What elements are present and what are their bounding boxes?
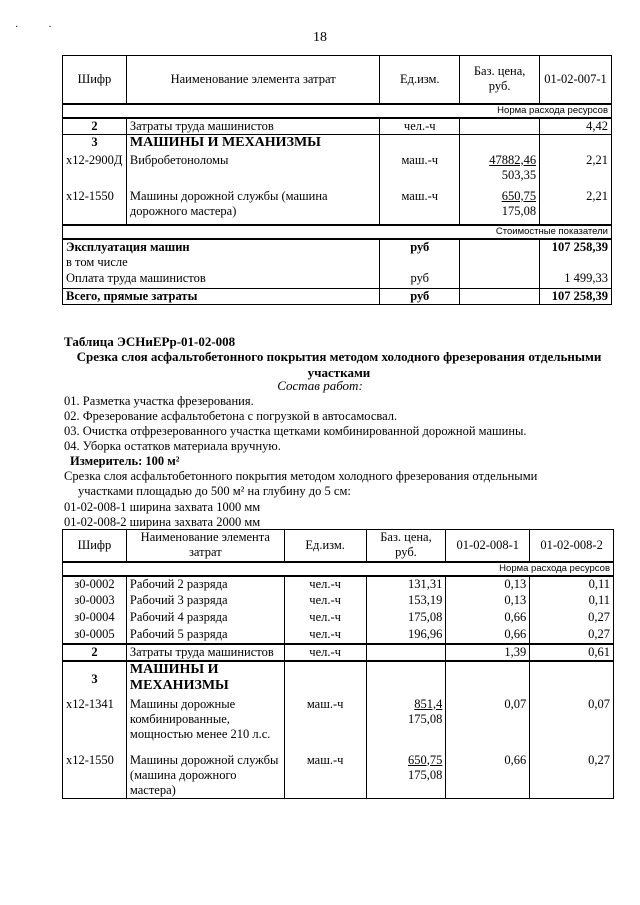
description-line: участками площадью до 500 м² на глубину до 5 см:: [78, 484, 351, 498]
header-name: Наименование элемента затрат: [126, 56, 379, 104]
cost-name: Оплата труда машинистов: [63, 271, 380, 289]
header-column-1: 01-02-008-1: [446, 530, 530, 562]
variant-2: 01-02-008-2 ширина захвата 2000 мм: [64, 515, 261, 529]
header-name: Наименование элемента затрат: [126, 530, 284, 562]
cost-value: 1 499,33: [540, 271, 612, 289]
header-column-2: 01-02-008-2: [530, 530, 614, 562]
resource-table-2: [62, 529, 614, 799]
section-row: [63, 661, 614, 697]
row-unit: маш.-ч: [380, 189, 460, 225]
table-row: з0-0002 Рабочий 2 разряда чел.-ч 131,31 0,13 0,11: [63, 576, 614, 593]
section-code: 3: [63, 135, 127, 153]
variant-1: 01-02-008-1 ширина захвата 1000 мм: [64, 500, 261, 514]
table-row: з0-0003 Рабочий 3 разряда чел.-ч 153,19 0,13 0,11: [63, 593, 614, 610]
section-name: МАШИНЫ И МЕХАНИЗМЫ: [126, 661, 284, 697]
section-code: 3: [63, 661, 127, 697]
table-row: [63, 153, 612, 189]
table-row: х12-1341 Машины дорожные комбинированные, мощностью менее 210 л.с. маш.-ч 851,4 175,08 0,07 0,07: [63, 697, 614, 749]
header-price: Баз. цена, руб.: [460, 56, 540, 104]
table-row: [63, 189, 612, 225]
row-code: х12-2900Д: [63, 153, 127, 189]
work-item: 01. Разметка участка фрезерования.: [64, 394, 254, 408]
row-name: Вибробетоноломы: [126, 153, 379, 189]
header-column: 01-02-007-1: [540, 56, 612, 104]
table-row: з0-0004 Рабочий 4 разряда чел.-ч 175,08 0,66 0,27: [63, 610, 614, 627]
cost-value: 107 258,39: [540, 239, 612, 255]
cost-name: в том числе: [63, 255, 380, 271]
row-unit: маш.-ч: [380, 153, 460, 189]
section-heading: Срезка слоя асфальтобетонного покрытия методом холодного фрезерования отдельными участками: [76, 349, 602, 380]
header-unit: Ед.изм.: [380, 56, 460, 104]
norm-label: Норма расхода ресурсов: [63, 562, 614, 576]
header-code: Шифр: [63, 530, 127, 562]
header-code: Шифр: [63, 56, 127, 104]
row-code: х12-1550: [63, 189, 127, 225]
row-value: 2,21: [540, 189, 612, 225]
resource-table-1: [62, 55, 612, 305]
work-item: 02. Фрезерование асфальтобетона с погрузкой в автосамосвал.: [64, 409, 398, 423]
table-row: 2 Затраты труда машинистов чел.-ч 1,39 0,61: [63, 644, 614, 661]
total-unit: руб: [380, 289, 460, 305]
page-number: 18: [313, 30, 327, 45]
table-header-row: [63, 56, 612, 104]
work-item: 04. Уборка остатков материала вручную.: [64, 439, 281, 453]
composition-label: Состав работ:: [277, 378, 363, 393]
header-price: Баз. цена, руб.: [366, 530, 446, 562]
row-unit: чел.-ч: [380, 118, 460, 135]
section-row: [63, 135, 612, 153]
cost-row: [63, 239, 612, 255]
row-price: 650,75 175,08: [460, 189, 540, 225]
cost-unit: руб: [380, 271, 460, 289]
norm-label: Норма расхода ресурсов: [63, 104, 612, 118]
table-title: Таблица ЭСНиЕРр-01-02-008: [64, 334, 236, 349]
section-name: МАШИНЫ И МЕХАНИЗМЫ: [126, 135, 379, 153]
table-row: х12-1550 Машины дорожной службы (машина дорожного мастера) маш.-ч 650,75 175,08 0,66 0,27: [63, 749, 614, 799]
work-item: 03. Очистка отфрезерованного участка щетками комбинированной дорожной машины.: [64, 424, 527, 438]
row-name: Затраты труда машинистов: [126, 118, 379, 135]
total-row: [63, 289, 612, 305]
row-code: 2: [63, 118, 127, 135]
row-value: 2,21: [540, 153, 612, 189]
scan-specks: ··: [15, 22, 82, 33]
total-name: Всего, прямые затраты: [63, 289, 380, 305]
cost-name: Эксплуатация машин: [63, 239, 380, 255]
row-value: 4,42: [540, 118, 612, 135]
table-row: з0-0005 Рабочий 5 разряда чел.-ч 196,96 0,66 0,27: [63, 627, 614, 644]
cost-unit: руб: [380, 239, 460, 255]
cost-row: [63, 255, 612, 271]
table-header-row: [63, 530, 614, 562]
row-price: [460, 118, 540, 135]
measure-unit: Измеритель: 100 м²: [70, 454, 180, 468]
total-value: 107 258,39: [540, 289, 612, 305]
header-unit: Ед.изм.: [284, 530, 366, 562]
table-row: [63, 118, 612, 135]
cost-label: Стоимостные показатели: [63, 225, 612, 239]
description-line: Срезка слоя асфальтобетонного покрытия методом холодного фрезерования отдельными: [64, 469, 538, 483]
row-name: Машины дорожной службы (машина дорожного мастера): [126, 189, 379, 225]
cost-row: [63, 271, 612, 289]
row-price: 47882,46 503,35: [460, 153, 540, 189]
